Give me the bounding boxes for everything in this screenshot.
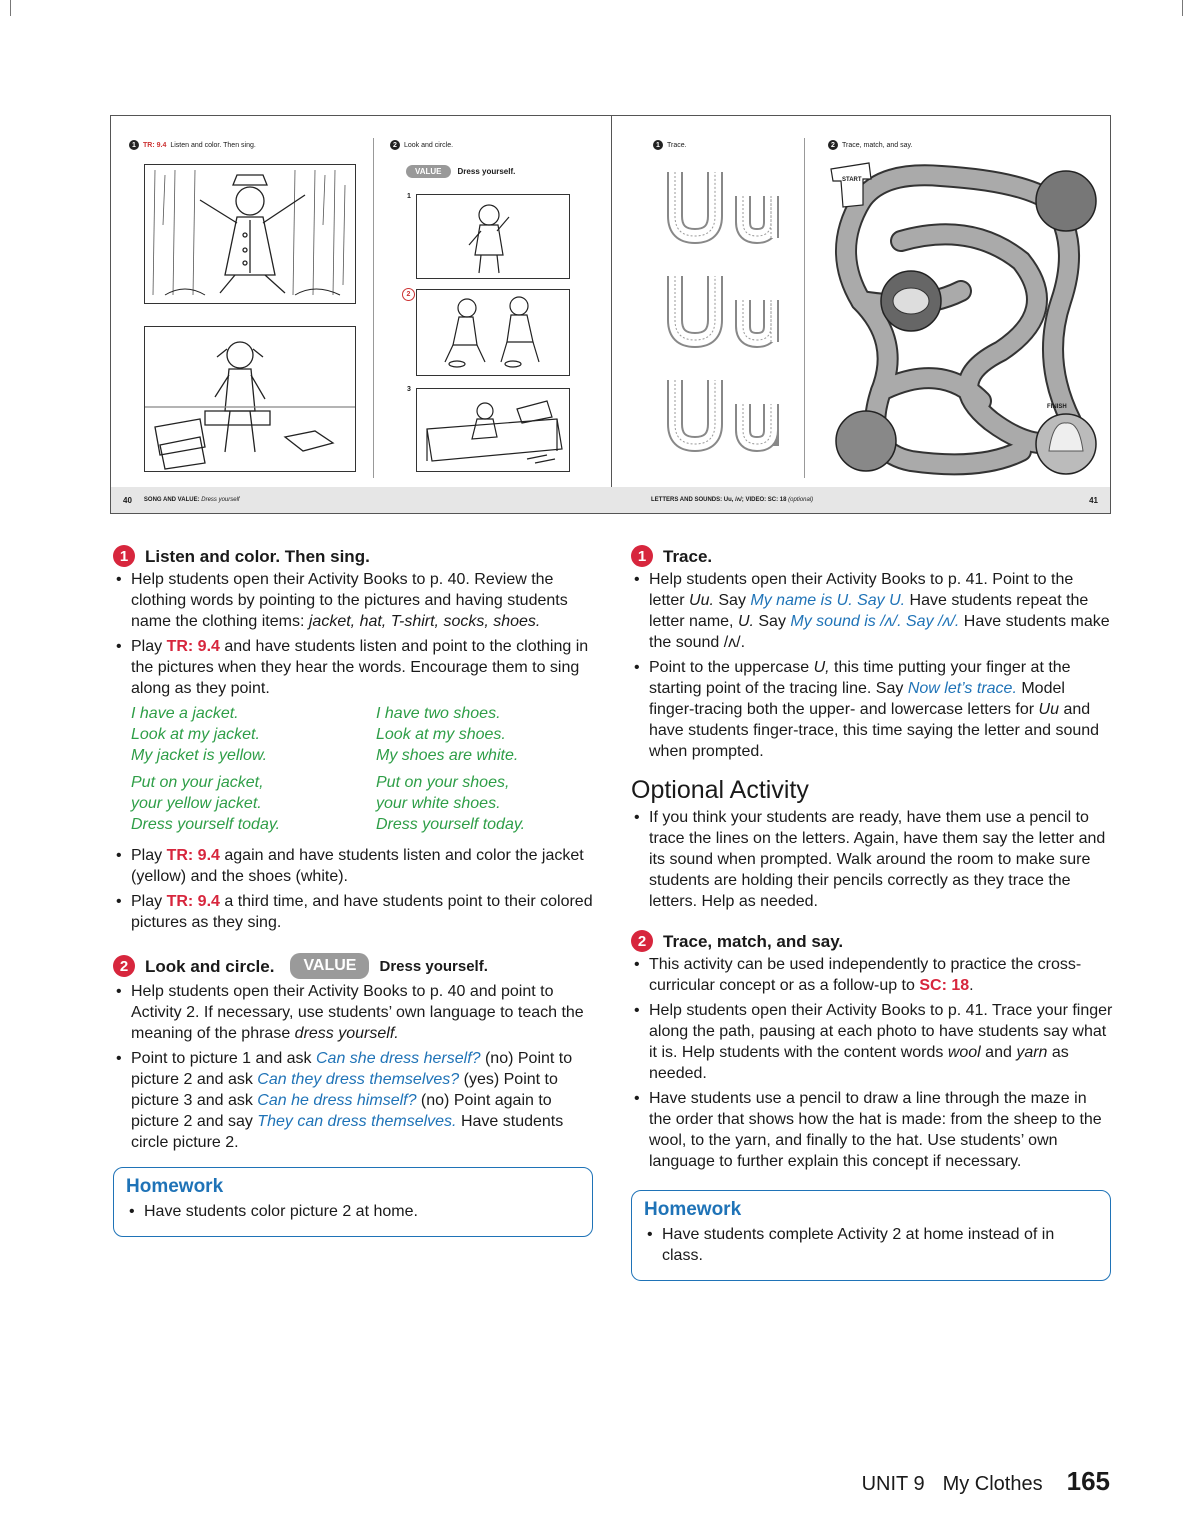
- video-code: SC: 18: [919, 977, 970, 994]
- bullet: • Play TR: 9.4 again and have students listen and color the jacket (yellow) and the shoes (white).: [113, 845, 598, 887]
- ab-value-pill: VALUE: [406, 165, 451, 178]
- section-listen-color: 1 Listen and color. Then sing.: [113, 545, 598, 567]
- ab-picture-number: 3: [407, 386, 411, 393]
- ab-page-number: 40: [123, 495, 132, 505]
- page-footer: [862, 1466, 1110, 1497]
- song-stanza: Put on your shoes, your white shoes. Dress yourself today.: [376, 774, 526, 833]
- crop-mark: [10, 0, 11, 16]
- ab-picture-2-dressing: [416, 289, 570, 376]
- ab-picture-3-dressing: [416, 388, 570, 472]
- homework-title: Homework: [644, 1199, 742, 1220]
- ab-picture-1-dressing: [416, 194, 570, 279]
- bullet: • Play TR: 9.4 and have students listen and point to the clothing in the pictures when they hear the words. Encourage them to sing along as they point.: [113, 636, 598, 699]
- bullet: • Have students complete Activity 2 at home instead of in class.: [644, 1224, 1098, 1266]
- ab-footer-right: LETTERS AND SOUNDS: Uu, /ʌ/; VIDEO: SC: 18 (optional) 41: [611, 487, 1110, 513]
- girl-with-shoe-boxes-drawing: [145, 327, 355, 471]
- ab-picture-shoes: [144, 326, 356, 472]
- ab-picture-number: 1: [407, 193, 411, 200]
- bullet: • Point to picture 1 and ask Can she dress herself? (no) Point to picture 2 and ask Can they dress themselves? (yes) Point to picture 3 and ask Can he dress himself? (no) Point again to picture 2 and say They can dress themselves. Have students circle picture 2.: [113, 1048, 598, 1153]
- maze-finish-label: FINISH: [1047, 404, 1067, 410]
- ab-page-number: 41: [1089, 495, 1098, 505]
- section-title: Look and circle.: [145, 956, 275, 976]
- ab-value-row: VALUE Dress yourself.: [406, 165, 515, 178]
- maze-start-label: START: [842, 177, 862, 183]
- bullet: • Point to the uppercase U, this time putting your finger at the starting point of the tracing line. Say Now let’s trace. Model finger-tracing both the upper- and lowercase letters for Uu and have students finger-trace, this time saying the letter and sound when prompted.: [631, 657, 1113, 762]
- track-code: TR: 9.4: [166, 893, 220, 910]
- bullet: • If you think your students are ready, have them use a pencil to trace the lines on the letters. Again, have them say the letter and its sound when prompted. Walk around the room to make sure students are holding their pencils correctly as they trace the letters. Help as needed.: [631, 807, 1113, 912]
- song-lyrics: [113, 703, 598, 841]
- sheep-to-hat-maze: [821, 161, 1106, 481]
- section-title: Trace, match, and say.: [663, 931, 844, 951]
- section-title: Listen and color. Then sing.: [145, 546, 370, 566]
- section-trace: 1 Trace.: [631, 545, 1113, 567]
- activity-book-spread: [110, 115, 1111, 514]
- crop-mark: [1182, 0, 1183, 16]
- bullet: • Help students open their Activity Books to p. 40. Review the clothing words by pointing to the pictures and having students name the clothing items: jacket, hat, T-shirt, socks, shoes.: [113, 569, 598, 632]
- song-stanza: Put on your jacket, your yellow jacket. Dress yourself today.: [131, 774, 281, 833]
- girl-in-rain-drawing: [145, 165, 355, 303]
- ab-divider: [373, 138, 374, 478]
- value-pill: VALUE: [290, 953, 369, 979]
- ab-activity2-label: 2 Look and circle.: [390, 140, 453, 150]
- unit-label: UNIT 9: [861, 1473, 925, 1495]
- song-stanza: I have two shoes. Look at my shoes. My shoes are white.: [376, 705, 519, 764]
- boy-in-bed-drawing: [417, 389, 569, 471]
- ab-picture-number-circled: 2: [402, 288, 415, 301]
- homework-box: [113, 1167, 593, 1237]
- bullet: • Have students use a pencil to draw a line through the maze in the order that shows how the hat is made: from the sheep to the wool, to the yarn, and finally to the hat. Use students’ own language to further explain this concept if necessary.: [631, 1088, 1113, 1172]
- ab-picture-rain-jacket: [144, 164, 356, 304]
- girl-dressing-drawing: [417, 195, 569, 278]
- ab-footer-left: 40 SONG AND VALUE: Dress yourself: [111, 487, 611, 513]
- right-column: [631, 545, 1113, 1281]
- value-text: Dress yourself.: [379, 957, 488, 975]
- ab-activity1-label: 1 TR: 9.4 Listen and color. Then sing.: [129, 140, 256, 150]
- bullet: • This activity can be used independently to practice the cross-curricular concept or as a follow-up to SC: 18.: [631, 954, 1113, 996]
- homework-box: [631, 1190, 1111, 1281]
- track-code: TR: 9.4: [166, 847, 220, 864]
- section-trace-match-say: 2 Trace, match, and say.: [631, 930, 1113, 952]
- bullet: • Help students open their Activity Books to p. 41. Point to the letter Uu. Say My name is U. Say U. Have students repeat the letter name, U. Say My sound is /ʌ/. Say /ʌ/. Have students make the sound /ʌ/.: [631, 569, 1113, 653]
- ab-trace-label: 1 Trace.: [653, 140, 687, 150]
- homework-title: Homework: [126, 1176, 224, 1197]
- bullet: • Help students open their Activity Books to p. 41. Trace your finger along the path, pausing at each photo to have students say what it is. Help students with the content words wool and yarn as needed.: [631, 1000, 1113, 1084]
- bullet: • Play TR: 9.4 a third time, and have students point to their colored pictures as they sing.: [113, 891, 598, 933]
- optional-activity-title: Optional Activity: [631, 776, 809, 804]
- bullet: • Help students open their Activity Books to p. 40 and point to Activity 2. If necessary, use students’ own language to teach the meaning of the phrase dress yourself.: [113, 981, 598, 1044]
- activity-book-page-41: [611, 116, 1110, 513]
- unit-title: My Clothes: [942, 1473, 1043, 1495]
- track-code: TR: 9.4: [166, 638, 220, 655]
- kids-tying-shoes-drawing: [417, 290, 569, 375]
- bullet: • Have students color picture 2 at home.: [126, 1201, 580, 1222]
- ab-divider: [804, 138, 805, 478]
- song-stanza: I have a jacket. Look at my jacket. My jacket is yellow.: [131, 705, 268, 764]
- activity-book-page-40: [111, 116, 612, 513]
- ab-tr-code: TR: 9.4: [143, 141, 167, 149]
- letter-u-tracing: [661, 166, 791, 456]
- section-title: Trace.: [663, 546, 713, 566]
- ab-maze-label: 2 Trace, match, and say.: [828, 140, 912, 150]
- page-number: 165: [1066, 1466, 1110, 1496]
- left-column: [113, 545, 598, 1237]
- section-look-circle: 2 Look and circle. VALUE Dress yourself.: [113, 953, 598, 979]
